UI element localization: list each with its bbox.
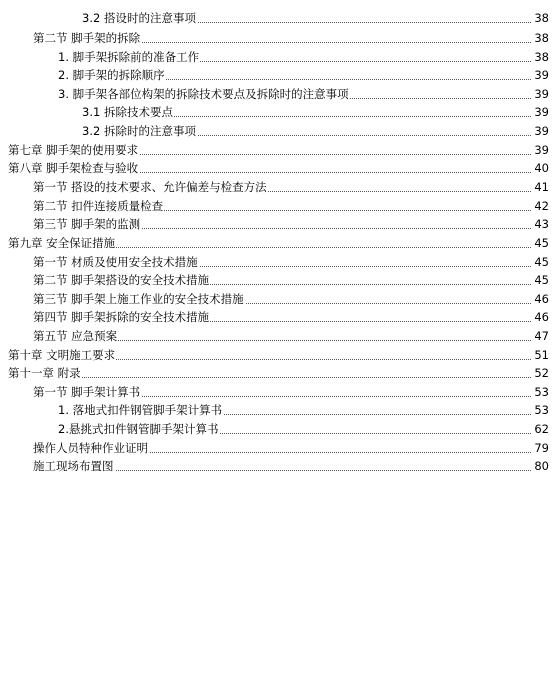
toc-entry[interactable]	[0, 48, 549, 66]
toc-page-number: 41	[534, 180, 549, 194]
toc-page-number: 45	[534, 236, 549, 250]
toc-page-number: 62	[534, 422, 549, 436]
toc-entry-title: 施工现场布置图	[33, 459, 114, 473]
toc-entry[interactable]	[0, 346, 549, 364]
toc-entry-title: 第一节 脚手架计算书	[33, 385, 141, 399]
toc-page-number: 79	[534, 441, 549, 455]
toc-entry-title: 第七章 脚手架的使用要求	[8, 143, 139, 157]
toc-entry[interactable]	[0, 457, 549, 475]
toc-entry-title: 第一节 搭设的技术要求、允许偏差与检查方法	[33, 180, 267, 194]
toc-page-number: 39	[534, 124, 549, 138]
toc-entry-title: 3.2 拆除时的注意事项	[82, 124, 196, 138]
toc-entry[interactable]	[0, 178, 549, 196]
toc-page-number: 42	[534, 199, 549, 213]
toc-entry-title: 第五节 应急预案	[33, 329, 118, 343]
toc-entry-title: 第十章 文明施工要求	[8, 348, 116, 362]
toc-page-number: 45	[534, 255, 549, 269]
toc-page-number: 38	[534, 11, 549, 25]
toc-entry-title: 2.悬挑式扣件钢管脚手架计算书	[58, 422, 219, 436]
toc-entry[interactable]	[0, 29, 549, 47]
toc-dot-leader	[8, 376, 535, 378]
toc-entry[interactable]	[0, 141, 549, 159]
toc-entry-title: 3.1 拆除技术要点	[82, 105, 173, 119]
toc-entry-title: 第十一章 附录	[8, 366, 81, 380]
toc-entry[interactable]	[0, 234, 549, 252]
toc-page-number: 39	[534, 87, 549, 101]
toc-entry-title: 第八章 脚手架检查与验收	[8, 161, 139, 175]
toc-entry-title: 3. 脚手架各部位构架的拆除技术要点及拆除时的注意事项	[58, 87, 349, 101]
toc-entry[interactable]	[0, 9, 549, 27]
toc-page-number: 39	[534, 105, 549, 119]
toc-page-number: 39	[534, 68, 549, 82]
toc-page-number: 47	[534, 329, 549, 343]
toc-entry[interactable]	[0, 122, 549, 140]
toc-entry-title: 第二节 脚手架的拆除	[33, 31, 141, 45]
toc-entry-title: 3.2 搭设时的注意事项	[82, 11, 196, 25]
toc-entry-title: 第三节 脚手架上施工作业的安全技术措施	[33, 292, 244, 306]
toc-page-number: 53	[534, 403, 549, 417]
toc-entry-title: 1. 落地式扣件钢管脚手架计算书	[58, 403, 223, 417]
toc-page-number: 80	[534, 459, 549, 473]
toc-page-number: 53	[534, 385, 549, 399]
toc-entry[interactable]	[0, 439, 549, 457]
toc-page-number: 38	[534, 50, 549, 64]
toc-entry[interactable]	[0, 253, 549, 271]
toc-page-number: 39	[534, 143, 549, 157]
toc-entry-title: 第一节 材质及使用安全技术措施	[33, 255, 198, 269]
toc-page-number: 46	[534, 310, 549, 324]
toc-entry-title: 第九章 安全保证措施	[8, 236, 116, 250]
toc-entry[interactable]	[0, 103, 549, 121]
toc-page-number: 51	[534, 348, 549, 362]
toc-entry[interactable]	[0, 327, 549, 345]
toc-entry[interactable]	[0, 308, 549, 326]
toc-page-number: 46	[534, 292, 549, 306]
toc-page-number: 38	[534, 31, 549, 45]
toc-entry[interactable]	[0, 197, 549, 215]
toc-entry[interactable]	[0, 159, 549, 177]
toc-entry[interactable]	[0, 85, 549, 103]
toc-entry[interactable]	[0, 364, 549, 382]
toc-entry-title: 第二节 脚手架搭设的安全技术措施	[33, 273, 210, 287]
toc-entry[interactable]	[0, 383, 549, 401]
toc-entry[interactable]	[0, 271, 549, 289]
toc-entry[interactable]	[0, 420, 549, 438]
toc-entry[interactable]	[0, 66, 549, 84]
toc-page-number: 52	[534, 366, 549, 380]
toc-page-number: 40	[534, 161, 549, 175]
toc-entry-title: 操作人员特种作业证明	[33, 441, 148, 455]
toc-entry[interactable]	[0, 215, 549, 233]
toc-entry-title: 1. 脚手架拆除前的准备工作	[58, 50, 200, 64]
toc-entry-title: 第四节 脚手架拆除的安全技术措施	[33, 310, 210, 324]
toc-entry[interactable]	[0, 290, 549, 308]
toc-entry-title: 第三节 脚手架的监测	[33, 217, 141, 231]
toc-entry-title: 第二节 扣件连接质量检查	[33, 199, 164, 213]
toc-entry[interactable]	[0, 401, 549, 419]
toc-page-number: 43	[534, 217, 549, 231]
toc-entry-title: 2. 脚手架的拆除顺序	[58, 68, 165, 82]
toc-page-number: 45	[534, 273, 549, 287]
